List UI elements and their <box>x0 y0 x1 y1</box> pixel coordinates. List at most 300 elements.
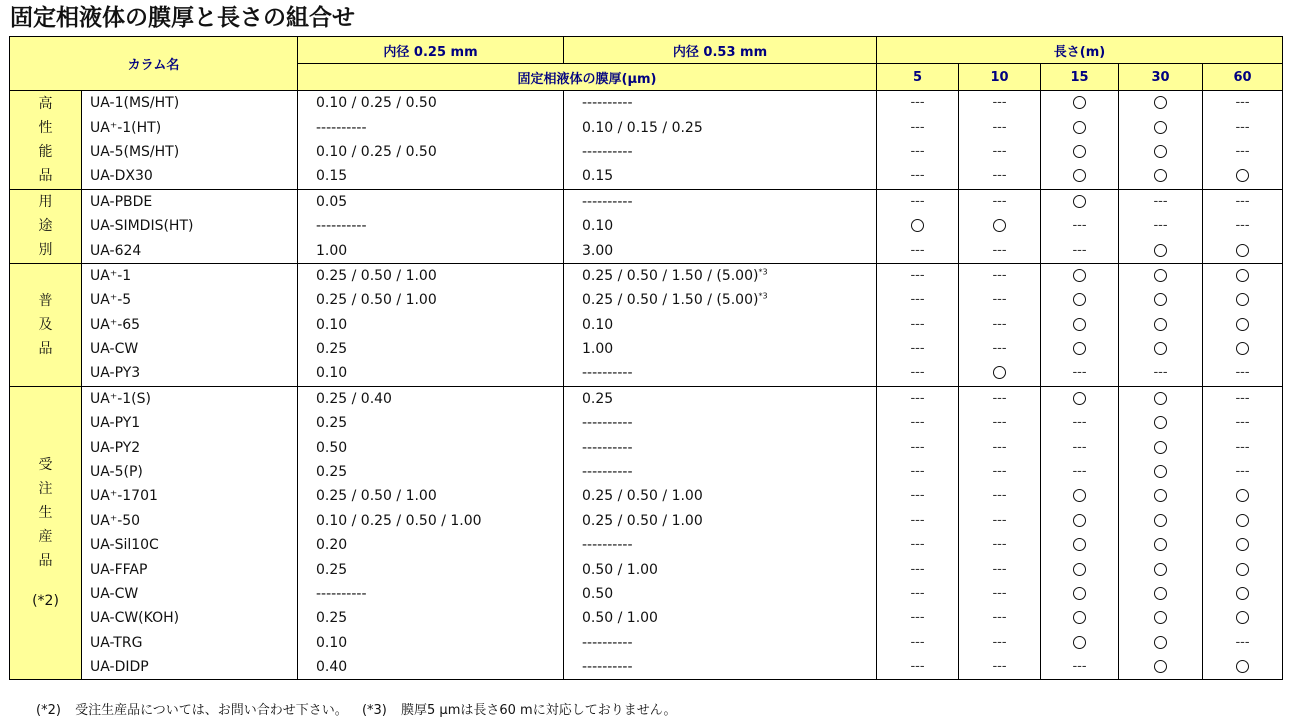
film-025-cell: 0.25 <box>298 337 564 361</box>
available-circle-icon <box>1154 392 1167 405</box>
category-cell <box>10 263 82 386</box>
not-available-dash: --- <box>992 561 1007 577</box>
column-name-cell: UA-624 <box>82 238 298 263</box>
available-circle-icon <box>1154 342 1167 355</box>
film-053-value: 0.25 <box>582 390 614 407</box>
film-053-value: ---------- <box>582 95 633 112</box>
film-053-value: 1.00 <box>582 341 614 358</box>
category-label-char: 品 <box>38 340 53 357</box>
available-circle-icon <box>1154 514 1167 527</box>
length-15-cell <box>1041 115 1119 139</box>
length-30-cell <box>1119 263 1203 288</box>
length-15-cell <box>1041 313 1119 337</box>
length-30-cell <box>1119 238 1203 263</box>
length-15-cell <box>1041 386 1119 411</box>
length-30-cell <box>1119 361 1203 386</box>
available-circle-icon <box>1154 465 1167 478</box>
film-053-value: 0.25 / 0.50 / 1.00 <box>582 512 703 529</box>
column-name-cell: UA⁺-1(HT) <box>82 115 298 139</box>
length-60-cell <box>1203 189 1283 214</box>
film-025-cell: 0.40 <box>298 655 564 680</box>
length-5-cell <box>877 337 959 361</box>
length-30-cell <box>1119 631 1203 655</box>
length-10-cell <box>959 313 1041 337</box>
not-available-dash: --- <box>910 193 925 209</box>
table-row <box>10 214 1283 238</box>
column-name-cell: UA⁺-1 <box>82 263 298 288</box>
film-025-cell: ---------- <box>298 214 564 238</box>
available-circle-icon <box>1154 269 1167 282</box>
length-15-cell <box>1041 140 1119 164</box>
not-available-dash: --- <box>910 659 925 675</box>
length-5-cell <box>877 91 959 116</box>
category-note: (*2) <box>32 593 59 610</box>
category-label-char: 性 <box>38 119 53 136</box>
length-15-cell <box>1041 606 1119 630</box>
not-available-dash: --- <box>1235 193 1250 209</box>
column-name-cell: UA⁺-1701 <box>82 484 298 508</box>
available-circle-icon <box>1236 563 1249 576</box>
film-053-value: 3.00 <box>582 242 614 259</box>
header-length-30: 30 <box>1119 64 1203 91</box>
length-60-cell <box>1203 263 1283 288</box>
not-available-dash: --- <box>910 464 925 480</box>
length-60-cell <box>1203 484 1283 508</box>
table-row <box>10 140 1283 164</box>
not-available-dash: --- <box>910 586 925 601</box>
column-name-cell: UA-PY1 <box>82 411 298 435</box>
header-column-name: カラム名 <box>10 37 298 91</box>
film-053-cell <box>564 361 877 386</box>
length-15-cell <box>1041 435 1119 459</box>
film-025-cell: 0.10 / 0.25 / 0.50 <box>298 91 564 116</box>
category-label-char: 及 <box>38 316 53 333</box>
film-053-value: 0.10 <box>582 316 614 333</box>
not-available-dash: --- <box>1072 659 1087 675</box>
length-15-cell <box>1041 533 1119 557</box>
not-available-dash: --- <box>992 193 1007 209</box>
film-053-cell <box>564 115 877 139</box>
film-053-cell <box>564 631 877 655</box>
length-10-cell <box>959 164 1041 189</box>
film-053-cell <box>564 189 877 214</box>
film-053-value: 0.50 / 1.00 <box>582 561 658 578</box>
available-circle-icon <box>1154 636 1167 649</box>
length-10-cell <box>959 115 1041 139</box>
film-053-cell <box>564 557 877 581</box>
footnote-ref: *3 <box>758 291 768 301</box>
not-available-dash: --- <box>910 267 925 283</box>
header-inner-025: 内径 0.25 mm <box>298 37 564 64</box>
length-10-cell <box>959 557 1041 581</box>
length-60-cell <box>1203 386 1283 411</box>
length-60-cell <box>1203 288 1283 312</box>
category-cell <box>10 91 82 190</box>
film-025-cell: 0.25 / 0.50 / 1.00 <box>298 484 564 508</box>
film-053-cell <box>564 386 877 411</box>
not-available-dash: --- <box>910 316 925 332</box>
category-label-char: 品 <box>38 553 53 570</box>
available-circle-icon <box>1154 244 1167 257</box>
not-available-dash: --- <box>910 143 925 159</box>
length-10-cell <box>959 606 1041 630</box>
category-label-char: 注 <box>38 481 53 498</box>
available-circle-icon <box>1073 563 1086 576</box>
film-053-cell <box>564 164 877 189</box>
film-025-cell: 0.10 <box>298 313 564 337</box>
film-053-cell <box>564 214 877 238</box>
film-053-cell <box>564 435 877 459</box>
available-circle-icon <box>1154 96 1167 109</box>
available-circle-icon <box>1073 489 1086 502</box>
film-053-value: 0.25 / 0.50 / 1.50 / (5.00) <box>582 267 759 284</box>
table-row <box>10 189 1283 214</box>
column-name-cell: UA-PBDE <box>82 189 298 214</box>
not-available-dash: --- <box>992 341 1007 357</box>
length-10-cell <box>959 582 1041 606</box>
not-available-dash: --- <box>992 439 1007 455</box>
not-available-dash: --- <box>1153 218 1168 234</box>
column-name-cell: UA-DX30 <box>82 164 298 189</box>
category-label-char: 別 <box>38 242 53 259</box>
film-025-cell: 0.20 <box>298 533 564 557</box>
not-available-dash: --- <box>992 168 1007 184</box>
not-available-dash: --- <box>910 512 925 528</box>
table-row <box>10 337 1283 361</box>
length-60-cell <box>1203 361 1283 386</box>
film-053-value: ---------- <box>582 537 633 554</box>
available-circle-icon <box>1073 538 1086 551</box>
length-60-cell <box>1203 91 1283 116</box>
column-name-cell: UA-PY2 <box>82 435 298 459</box>
category-label-char: 生 <box>38 505 53 522</box>
film-053-cell <box>564 606 877 630</box>
header-length-15: 15 <box>1041 64 1119 91</box>
length-5-cell <box>877 361 959 386</box>
film-025-cell: 0.05 <box>298 189 564 214</box>
header-length-10: 10 <box>959 64 1041 91</box>
length-60-cell <box>1203 140 1283 164</box>
length-10-cell <box>959 411 1041 435</box>
length-15-cell <box>1041 460 1119 484</box>
length-15-cell <box>1041 655 1119 680</box>
table-row <box>10 288 1283 312</box>
table-row <box>10 238 1283 263</box>
footnote-ref: *3 <box>758 267 768 277</box>
footnotes <box>36 699 686 718</box>
category-label-char: 能 <box>38 143 53 160</box>
film-025-cell: 0.10 <box>298 361 564 386</box>
table-body <box>10 91 1283 680</box>
length-5-cell <box>877 509 959 533</box>
table-row <box>10 313 1283 337</box>
available-circle-icon <box>1073 514 1086 527</box>
not-available-dash: --- <box>992 610 1007 626</box>
length-15-cell <box>1041 557 1119 581</box>
film-053-cell <box>564 509 877 533</box>
length-30-cell <box>1119 533 1203 557</box>
not-available-dash: --- <box>992 390 1007 406</box>
film-053-cell <box>564 533 877 557</box>
column-name-cell: UA⁺-50 <box>82 509 298 533</box>
category-cell <box>10 386 82 680</box>
available-circle-icon <box>1236 293 1249 306</box>
table-row <box>10 435 1283 459</box>
header-length-5: 5 <box>877 64 959 91</box>
length-30-cell <box>1119 582 1203 606</box>
table-row <box>10 411 1283 435</box>
film-025-cell: 0.50 <box>298 435 564 459</box>
length-15-cell <box>1041 91 1119 116</box>
length-60-cell <box>1203 655 1283 680</box>
length-5-cell <box>877 655 959 680</box>
length-5-cell <box>877 386 959 411</box>
length-5-cell <box>877 606 959 630</box>
not-available-dash: --- <box>1072 365 1087 381</box>
film-053-cell <box>564 140 877 164</box>
category-cell <box>10 189 82 263</box>
available-circle-icon <box>1154 441 1167 454</box>
length-15-cell <box>1041 337 1119 361</box>
film-053-value: ---------- <box>582 634 633 651</box>
length-60-cell <box>1203 509 1283 533</box>
table-row <box>10 655 1283 680</box>
not-available-dash: --- <box>910 168 925 184</box>
length-15-cell <box>1041 263 1119 288</box>
length-60-cell <box>1203 115 1283 139</box>
column-name-cell: UA-CW(KOH) <box>82 606 298 630</box>
not-available-dash: --- <box>1235 218 1250 234</box>
category-label-char: 受 <box>38 457 53 474</box>
length-60-cell <box>1203 238 1283 263</box>
film-025-cell: 0.15 <box>298 164 564 189</box>
available-circle-icon <box>1073 169 1086 182</box>
not-available-dash: --- <box>910 119 925 135</box>
length-30-cell <box>1119 140 1203 164</box>
category-label-char: 途 <box>38 218 53 235</box>
film-025-cell: 0.25 <box>298 411 564 435</box>
film-053-value: ---------- <box>582 415 633 432</box>
film-053-cell <box>564 288 877 312</box>
header-film-thickness: 固定相液体の膜厚(μm) <box>298 64 877 91</box>
available-circle-icon <box>1236 489 1249 502</box>
length-10-cell <box>959 509 1041 533</box>
film-053-value: 0.25 / 0.50 / 1.50 / (5.00) <box>582 292 759 309</box>
not-available-dash: --- <box>992 415 1007 431</box>
not-available-dash: --- <box>1235 634 1250 650</box>
column-name-cell: UA-Sil10C <box>82 533 298 557</box>
not-available-dash: --- <box>910 488 925 504</box>
not-available-dash: --- <box>910 415 925 431</box>
length-30-cell <box>1119 411 1203 435</box>
film-053-value: ---------- <box>582 365 633 382</box>
available-circle-icon <box>1154 563 1167 576</box>
not-available-dash: --- <box>992 537 1007 553</box>
length-10-cell <box>959 631 1041 655</box>
film-025-cell: ---------- <box>298 115 564 139</box>
film-053-cell <box>564 91 877 116</box>
length-15-cell <box>1041 164 1119 189</box>
not-available-dash: --- <box>910 242 925 258</box>
length-60-cell <box>1203 337 1283 361</box>
table-row <box>10 361 1283 386</box>
film-025-cell: ---------- <box>298 582 564 606</box>
length-60-cell <box>1203 606 1283 630</box>
film-025-cell: 0.25 <box>298 460 564 484</box>
available-circle-icon <box>1073 611 1086 624</box>
length-5-cell <box>877 582 959 606</box>
not-available-dash: --- <box>992 292 1007 308</box>
available-circle-icon <box>1073 636 1086 649</box>
length-30-cell <box>1119 214 1203 238</box>
film-025-cell: 0.25 <box>298 557 564 581</box>
available-circle-icon <box>1073 96 1086 109</box>
available-circle-icon <box>1154 611 1167 624</box>
film-053-value: ---------- <box>582 659 633 676</box>
column-name-cell: UA-5(MS/HT) <box>82 140 298 164</box>
column-name-cell: UA-FFAP <box>82 557 298 581</box>
column-name-cell: UA-1(MS/HT) <box>82 91 298 116</box>
not-available-dash: --- <box>1072 242 1087 258</box>
length-5-cell <box>877 238 959 263</box>
length-30-cell <box>1119 509 1203 533</box>
length-10-cell <box>959 361 1041 386</box>
length-5-cell <box>877 288 959 312</box>
length-60-cell <box>1203 533 1283 557</box>
film-053-cell <box>564 313 877 337</box>
film-053-value: 0.25 / 0.50 / 1.00 <box>582 488 703 505</box>
film-025-cell: 0.25 / 0.40 <box>298 386 564 411</box>
length-5-cell <box>877 557 959 581</box>
available-circle-icon <box>1073 145 1086 158</box>
footnote-3-text: 膜厚5 μmは長さ60 mに対応しておりません。 <box>401 703 677 718</box>
not-available-dash: --- <box>1072 415 1087 431</box>
length-60-cell <box>1203 411 1283 435</box>
length-30-cell <box>1119 460 1203 484</box>
category-label-char: 普 <box>38 292 53 309</box>
not-available-dash: --- <box>910 341 925 357</box>
not-available-dash: --- <box>910 610 925 626</box>
length-5-cell <box>877 460 959 484</box>
column-name-cell: UA-5(P) <box>82 460 298 484</box>
available-circle-icon <box>993 219 1006 232</box>
length-10-cell <box>959 263 1041 288</box>
table-row <box>10 533 1283 557</box>
film-053-value: 0.50 <box>582 586 614 602</box>
film-025-cell: 0.10 / 0.25 / 0.50 <box>298 140 564 164</box>
header-inner-053: 内径 0.53 mm <box>564 37 877 64</box>
film-053-value: 0.15 <box>582 168 614 185</box>
available-circle-icon <box>1073 318 1086 331</box>
length-10-cell <box>959 460 1041 484</box>
film-053-cell <box>564 238 877 263</box>
category-label-char: 品 <box>38 167 53 184</box>
length-30-cell <box>1119 115 1203 139</box>
length-15-cell <box>1041 631 1119 655</box>
available-circle-icon <box>993 366 1006 379</box>
length-10-cell <box>959 337 1041 361</box>
column-name-cell: UA-CW <box>82 582 298 606</box>
not-available-dash: --- <box>992 267 1007 283</box>
not-available-dash: --- <box>910 390 925 406</box>
film-025-cell: 0.25 / 0.50 / 1.00 <box>298 263 564 288</box>
length-5-cell <box>877 214 959 238</box>
not-available-dash: --- <box>1235 390 1250 406</box>
available-circle-icon <box>1073 587 1086 600</box>
not-available-dash: --- <box>1235 464 1250 480</box>
film-053-cell <box>564 337 877 361</box>
not-available-dash: --- <box>992 488 1007 504</box>
not-available-dash: --- <box>992 464 1007 480</box>
available-circle-icon <box>1073 293 1086 306</box>
available-circle-icon <box>1154 318 1167 331</box>
table-row <box>10 484 1283 508</box>
available-circle-icon <box>1154 416 1167 429</box>
length-60-cell <box>1203 435 1283 459</box>
table-row <box>10 91 1283 116</box>
length-30-cell <box>1119 606 1203 630</box>
length-30-cell <box>1119 189 1203 214</box>
film-053-cell <box>564 582 877 606</box>
header-length-60: 60 <box>1203 64 1283 91</box>
not-available-dash: --- <box>1235 439 1250 455</box>
length-30-cell <box>1119 164 1203 189</box>
available-circle-icon <box>1073 342 1086 355</box>
length-30-cell <box>1119 337 1203 361</box>
available-circle-icon <box>1154 293 1167 306</box>
available-circle-icon <box>1154 587 1167 600</box>
film-053-value: ---------- <box>582 193 633 210</box>
length-5-cell <box>877 484 959 508</box>
available-circle-icon <box>1154 660 1167 673</box>
available-circle-icon <box>911 219 924 232</box>
table-row <box>10 164 1283 189</box>
length-5-cell <box>877 435 959 459</box>
not-available-dash: --- <box>992 659 1007 675</box>
length-5-cell <box>877 411 959 435</box>
table-row <box>10 460 1283 484</box>
length-60-cell <box>1203 460 1283 484</box>
page-title: 固定相液体の膜厚と長さの組合せ <box>10 5 355 31</box>
not-available-dash: --- <box>1235 415 1250 431</box>
not-available-dash: --- <box>1235 119 1250 135</box>
length-15-cell <box>1041 288 1119 312</box>
length-10-cell <box>959 484 1041 508</box>
not-available-dash: --- <box>1072 439 1087 455</box>
length-10-cell <box>959 238 1041 263</box>
not-available-dash: --- <box>1072 218 1087 234</box>
not-available-dash: --- <box>992 95 1007 111</box>
available-circle-icon <box>1154 145 1167 158</box>
not-available-dash: --- <box>1235 95 1250 111</box>
film-length-table-container <box>9 36 1282 680</box>
available-circle-icon <box>1236 514 1249 527</box>
film-053-value: ---------- <box>582 464 633 481</box>
not-available-dash: --- <box>992 634 1007 650</box>
length-60-cell <box>1203 631 1283 655</box>
category-label-char: 用 <box>38 194 53 211</box>
footnote-2-text: 受注生産品については、お問い合わせ下さい。 <box>75 703 348 718</box>
length-30-cell <box>1119 288 1203 312</box>
length-10-cell <box>959 386 1041 411</box>
length-10-cell <box>959 214 1041 238</box>
length-10-cell <box>959 91 1041 116</box>
available-circle-icon <box>1073 121 1086 134</box>
not-available-dash: --- <box>910 365 925 381</box>
header-length: 長さ(m) <box>877 37 1283 64</box>
table-row <box>10 386 1283 411</box>
table-row <box>10 582 1283 606</box>
